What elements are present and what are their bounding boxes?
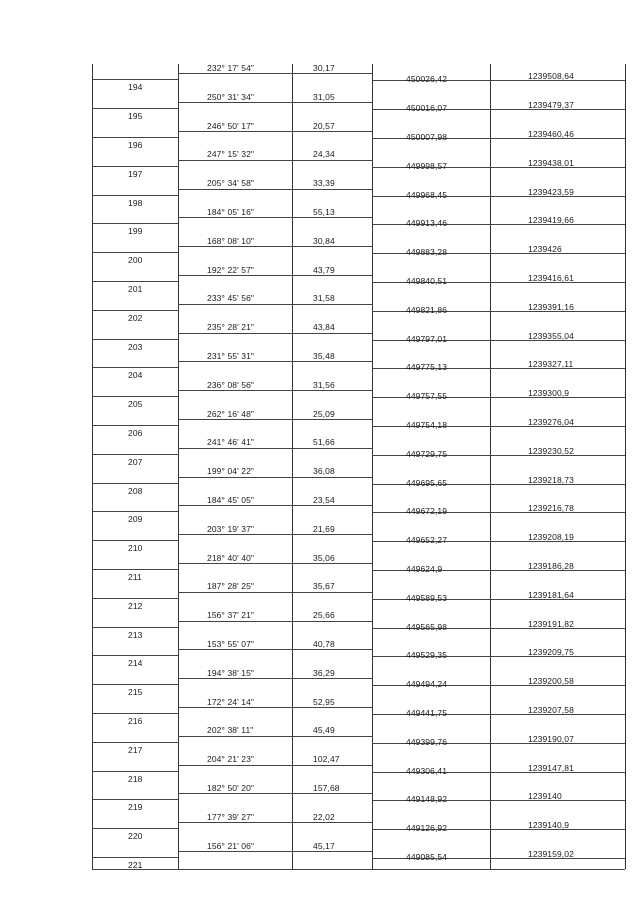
coordinate-x: 449729,75 xyxy=(406,448,448,459)
segment-length: 51,66 xyxy=(313,437,335,448)
coordinate-y: 1239438,01 xyxy=(528,157,574,168)
point-number: 196 xyxy=(128,140,143,150)
bearing-angle: 153° 55' 07" xyxy=(207,639,255,649)
point-number: 213 xyxy=(128,629,143,640)
segment-length: 30,17 xyxy=(313,63,335,73)
angle-row-rule xyxy=(178,189,372,190)
bearing-angle: 250° 31' 34" xyxy=(207,91,255,102)
point-number: 202 xyxy=(128,312,143,323)
segment-length: 31,05 xyxy=(313,91,335,102)
point-number: 207 xyxy=(128,456,143,467)
angle-row-rule xyxy=(178,736,372,737)
point-row-rule xyxy=(92,627,178,628)
angle-row-rule xyxy=(178,765,372,766)
point-number: 201 xyxy=(128,284,143,294)
coordinate-x: 449821,86 xyxy=(406,304,448,315)
point-row-rule xyxy=(92,540,178,541)
coordinate-x: 450026,42 xyxy=(406,74,448,85)
coordinate-y: 1239208,19 xyxy=(528,532,574,543)
coordinate-y: 1239181,64 xyxy=(528,589,574,600)
bearing-angle: 177° 39' 27" xyxy=(207,811,255,822)
bearing-angle: 192° 22' 57" xyxy=(207,264,255,275)
coordinate-y: 1239391,16 xyxy=(528,301,574,312)
bearing-angle: 199° 04' 22" xyxy=(207,466,255,477)
angle-row-rule xyxy=(178,275,372,276)
coordinate-x: 449529,35 xyxy=(406,650,448,661)
bearing-angle: 194° 38' 15" xyxy=(207,667,255,678)
coordinate-x: 449754,18 xyxy=(406,420,448,430)
segment-length: 35,67 xyxy=(313,581,335,592)
point-number: 221 xyxy=(128,860,143,870)
bearing-angle: 202° 38' 11" xyxy=(207,725,254,736)
point-number: 199 xyxy=(128,226,143,237)
segment-length: 20,57 xyxy=(313,120,335,131)
angle-row-rule xyxy=(178,73,372,74)
segment-length: 24,34 xyxy=(313,149,335,160)
table-bottom-rule xyxy=(92,869,625,870)
point-row-rule xyxy=(92,195,178,196)
point-number: 195 xyxy=(128,111,143,122)
coordinate-x: 449968,45 xyxy=(406,189,448,200)
point-row-rule xyxy=(92,828,178,829)
coordinate-y: 1239327,11 xyxy=(528,359,574,370)
column-rule xyxy=(490,64,491,869)
coordinate-x: 449883,28 xyxy=(406,247,448,258)
point-row-rule xyxy=(92,684,178,685)
column-rule xyxy=(625,64,626,869)
bearing-angle: 204° 21' 23" xyxy=(207,754,255,765)
coordinate-y: 1239355,04 xyxy=(528,330,574,341)
point-row-rule xyxy=(92,771,178,772)
point-number: 209 xyxy=(128,514,143,525)
angle-row-rule xyxy=(178,131,372,132)
segment-length: 33,39 xyxy=(313,178,335,189)
coordinate-x: 449775,13 xyxy=(406,362,448,373)
coordinate-y: 1239191,82 xyxy=(528,618,574,629)
bearing-angle: 205° 34' 58" xyxy=(207,178,255,189)
point-number: 206 xyxy=(128,428,143,438)
coordinate-y: 1239147,81 xyxy=(528,762,574,773)
coordinate-x: 449695,65 xyxy=(406,477,448,488)
coordinate-x: 449399,76 xyxy=(406,736,448,747)
bearing-angle: 241° 46' 41" xyxy=(207,437,255,448)
coordinate-y: 1239140,9 xyxy=(528,820,570,831)
coordinate-y: 1239416,61 xyxy=(528,273,574,283)
segment-length: 31,58 xyxy=(313,293,335,304)
angle-row-rule xyxy=(178,477,372,478)
angle-row-rule xyxy=(178,361,372,362)
coordinate-y: 1239419,66 xyxy=(528,215,574,226)
bearing-angle: 246° 50' 17" xyxy=(207,120,255,131)
angle-row-rule xyxy=(178,592,372,593)
bearing-angle: 247° 15' 32" xyxy=(207,149,255,160)
angle-row-rule xyxy=(178,649,372,650)
coordinate-y: 1239190,07 xyxy=(528,733,574,744)
coordinate-y: 1239207,58 xyxy=(528,705,574,715)
coordinate-x: 449565,98 xyxy=(406,621,448,632)
segment-length: 43,84 xyxy=(313,322,335,333)
point-number: 200 xyxy=(128,255,143,266)
angle-row-rule xyxy=(178,246,372,247)
angle-row-rule xyxy=(178,563,372,564)
point-row-rule xyxy=(92,396,178,397)
angle-row-rule xyxy=(178,419,372,420)
angle-row-rule xyxy=(178,160,372,161)
point-row-rule xyxy=(92,511,178,512)
segment-length: 36,08 xyxy=(313,466,335,477)
segment-length: 45,17 xyxy=(313,840,335,851)
coordinate-y: 1239479,37 xyxy=(528,100,574,111)
segment-length: 25,09 xyxy=(313,408,335,419)
coordinate-x: 449126,92 xyxy=(406,823,448,834)
segment-length: 35,06 xyxy=(313,552,335,563)
point-row-rule xyxy=(92,425,178,426)
point-row-rule xyxy=(92,713,178,714)
point-number: 204 xyxy=(128,370,143,381)
point-row-rule xyxy=(92,108,178,109)
bearing-angle: 156° 37' 21" xyxy=(207,610,255,621)
coordinate-x: 449441,75 xyxy=(406,708,448,718)
point-row-rule xyxy=(92,252,178,253)
point-row-rule xyxy=(92,79,178,80)
coordinate-x: 449589,53 xyxy=(406,592,448,603)
point-number: 216 xyxy=(128,716,143,726)
point-number: 215 xyxy=(128,687,143,698)
coordinate-x: 449913,46 xyxy=(406,218,448,229)
point-number: 210 xyxy=(128,543,143,554)
angle-row-rule xyxy=(178,534,372,535)
bearing-angle: 232° 17' 54" xyxy=(207,63,255,73)
angle-row-rule xyxy=(178,678,372,679)
coordinate-x: 449652,27 xyxy=(406,535,448,546)
coordinate-x: 449998,57 xyxy=(406,160,448,171)
coordinate-y: 1239216,78 xyxy=(528,503,574,514)
coordinate-y: 1239200,58 xyxy=(528,676,574,687)
coordinate-y: 1239300,9 xyxy=(528,388,570,399)
point-row-rule xyxy=(92,655,178,656)
coordinate-x: 449672,19 xyxy=(406,506,448,517)
point-number: 212 xyxy=(128,600,143,611)
angle-row-rule xyxy=(178,102,372,103)
angle-row-rule xyxy=(178,390,372,391)
bearing-angle: 203° 19' 37" xyxy=(207,523,255,534)
point-number: 218 xyxy=(128,773,143,784)
point-row-rule xyxy=(92,454,178,455)
angle-row-rule xyxy=(178,217,372,218)
segment-length: 102,47 xyxy=(313,754,340,765)
coordinate-x: 449148,92 xyxy=(406,794,448,805)
bearing-angle: 218° 40' 40" xyxy=(207,552,255,563)
bearing-angle: 168° 08' 10" xyxy=(207,235,255,246)
point-row-rule xyxy=(92,799,178,800)
point-number: 194 xyxy=(128,82,143,93)
point-row-rule xyxy=(92,223,178,224)
angle-row-rule xyxy=(178,505,372,506)
segment-length: 43,79 xyxy=(313,264,335,275)
coordinate-x: 450016,07 xyxy=(406,103,448,114)
point-row-rule xyxy=(92,742,178,743)
coordinate-x: 449840,51 xyxy=(406,276,448,286)
coordinate-x: 449085,54 xyxy=(406,852,448,862)
coordinate-x: 449757,55 xyxy=(406,391,448,402)
point-row-rule xyxy=(92,367,178,368)
coordinate-x: 450007,98 xyxy=(406,132,448,142)
angle-row-rule xyxy=(178,793,372,794)
bearing-angle: 184° 45' 05" xyxy=(207,495,255,505)
segment-length: 21,69 xyxy=(313,523,335,534)
column-rule xyxy=(178,64,179,869)
point-number: 198 xyxy=(128,197,143,208)
bearing-angle: 182° 50' 20" xyxy=(207,783,255,793)
point-number: 220 xyxy=(128,831,143,842)
coordinate-y: 1239209,75 xyxy=(528,647,574,658)
angle-row-rule xyxy=(178,822,372,823)
point-row-rule xyxy=(92,483,178,484)
point-number: 197 xyxy=(128,168,143,179)
coordinate-y: 1239159,02 xyxy=(528,849,574,859)
coordinate-x: 449306,41 xyxy=(406,765,448,776)
coordinate-y: 1239423,59 xyxy=(528,186,574,197)
point-row-rule xyxy=(92,166,178,167)
segment-length: 40,78 xyxy=(313,639,335,649)
point-row-rule xyxy=(92,598,178,599)
bearing-angle: 262° 16' 48" xyxy=(207,408,255,419)
segment-length: 35,48 xyxy=(313,351,335,361)
point-row-rule xyxy=(92,310,178,311)
coordinate-y: 1239460,46 xyxy=(528,129,574,139)
point-row-rule xyxy=(92,857,178,858)
column-rule xyxy=(372,64,373,869)
point-number: 219 xyxy=(128,802,143,813)
segment-length: 23,54 xyxy=(313,495,335,505)
point-row-rule xyxy=(92,281,178,282)
coordinate-y: 1239276,04 xyxy=(528,417,574,427)
angle-row-rule xyxy=(178,304,372,305)
segment-length: 31,56 xyxy=(313,379,335,390)
bearing-angle: 231° 55' 31" xyxy=(207,351,255,361)
column-rule xyxy=(92,64,93,869)
angle-row-rule xyxy=(178,333,372,334)
segment-length: 55,13 xyxy=(313,207,335,217)
segment-length: 22,02 xyxy=(313,811,335,822)
point-row-rule xyxy=(92,569,178,570)
bearing-angle: 233° 45' 56" xyxy=(207,293,255,304)
point-number: 217 xyxy=(128,744,143,755)
segment-length: 25,66 xyxy=(313,610,335,621)
angle-row-rule xyxy=(178,621,372,622)
angle-row-rule xyxy=(178,851,372,852)
segment-length: 45,49 xyxy=(313,725,335,736)
bearing-angle: 187° 28' 25" xyxy=(207,581,255,592)
coordinate-y: 1239426 xyxy=(528,244,562,255)
point-row-rule xyxy=(92,137,178,138)
point-number: 211 xyxy=(128,572,142,582)
segment-length: 30,84 xyxy=(313,235,335,246)
bearing-angle: 235° 28' 21" xyxy=(207,322,255,333)
coordinate-x: 449797,01 xyxy=(406,333,448,344)
point-number: 203 xyxy=(128,341,143,352)
segment-length: 52,95 xyxy=(313,696,335,707)
coordinate-x: 449494,24 xyxy=(406,679,448,690)
segment-length: 36,29 xyxy=(313,667,335,678)
coordinate-y: 1239186,28 xyxy=(528,561,574,571)
coordinate-y: 1239218,73 xyxy=(528,474,574,485)
point-number: 208 xyxy=(128,485,143,496)
point-number: 205 xyxy=(128,399,143,410)
angle-row-rule xyxy=(178,707,372,708)
angle-row-rule xyxy=(178,448,372,449)
coordinate-y: 1239508,64 xyxy=(528,71,574,82)
bearing-angle: 172° 24' 14" xyxy=(207,696,255,707)
bearing-angle: 184° 05' 16" xyxy=(207,207,255,217)
point-row-rule xyxy=(92,339,178,340)
segment-length: 157,68 xyxy=(313,783,340,793)
point-number: 214 xyxy=(128,658,143,669)
bearing-angle: 156° 21' 06" xyxy=(207,840,255,851)
coordinate-y: 1239140 xyxy=(528,791,562,802)
bearing-angle: 236° 08' 56" xyxy=(207,379,255,390)
column-rule xyxy=(292,64,293,869)
coordinate-y: 1239230,52 xyxy=(528,445,574,456)
coordinate-x: 449624,9 xyxy=(406,564,443,574)
